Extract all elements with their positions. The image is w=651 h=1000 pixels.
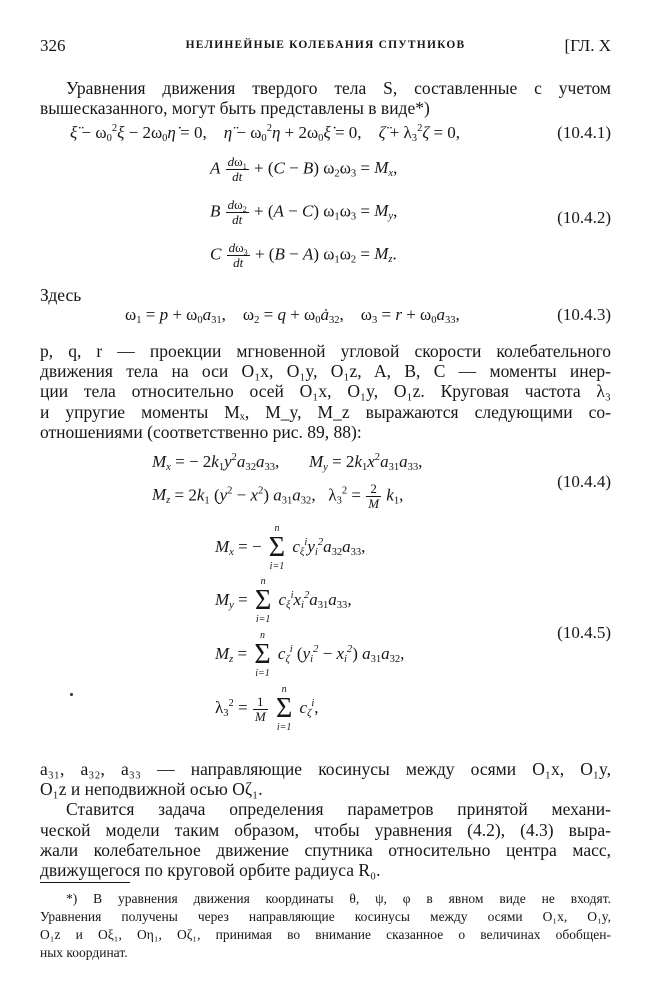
equation-10-4-5-row-1: $M_x$ = − n Σ i=1 $c_\xi^iy_i^2a_{32}a_{33}$, [215, 523, 366, 572]
footnote-line-3: O₁z и Oξ₁, Oη₁, Oζ₁, принимая во внимание сказанное о величинах обобщен- [40, 927, 611, 942]
projections-line-5: отношениями (соответственно рис. 89, 88): [40, 422, 362, 442]
equation-number-10-4-5: (10.4.5) [557, 623, 611, 642]
equation-10-4-5-row-2: $M_y$ = n Σ i=1 $c_\xi^ix_i^2a_{31}a_{33}$, [215, 576, 352, 625]
equation-10-4-2-row-1: A $\frac{d\omega_1}{dt}$ + (C − B) $\omega_2\omega_3 = M_x$, [210, 154, 398, 184]
projections-line-1: p, q, r — проекции мгновенной угловой скорости колебательного [40, 341, 611, 361]
cosines-line-2: O₁z и неподвижной осью Oζ₁. [40, 779, 263, 799]
intro-line-1: Уравнения движения твердого тела S, составленные с учетом [66, 78, 611, 98]
footnote-line-2: Уравнения получены через направляющие косинусы между осями O₁x, O₁y, [40, 909, 611, 924]
projections-line-4: и упругие моменты Mₓ, M_y, M_z выражаются следующими со- [40, 402, 611, 422]
equation-10-4-5-row-4: $\lambda_3^2$ = $\frac{1}{M}$ n Σ i=1 $c_\zeta^i$, [215, 684, 319, 733]
equation-10-4-5-row-3: $M_z$ = n Σ i=1 $c_\zeta^i$ $(y_i^2 - x_i^2)$ $a_{31}a_{32}$, [215, 630, 405, 679]
equation-10-4-2-row-3: C $\frac{d\omega_3}{dt}$ + (B − A) $\omega_1\omega_2 = M_z$. [210, 240, 397, 270]
task-line-4: движущегося по круговой орбите радиуса R₀. [40, 860, 381, 880]
running-title: НЕЛИНЕЙНЫЕ КОЛЕБАНИЯ СПУТНИКОВ [185, 39, 466, 51]
projections-line-2: движения тела на оси O₁x, O₁y, O₁z, A, B, C — моменты инер- [40, 361, 611, 381]
equation-10-4-2-row-2: B $\frac{d\omega_2}{dt}$ + (A − C) $\omega_1\omega_3 = M_y$, [210, 197, 398, 227]
running-header [40, 36, 611, 60]
footnote-rule [40, 882, 130, 883]
equation-10-4-4-row-1: $M_x$ = − $2k_1y^2a_{32}a_{33}$, $M_y = 2k_1x^2a_{31}a_{33}$, [152, 452, 423, 473]
equation-10-4-3: $\omega_1 = p + \omega_0a_{31}$, $\omega_2 = q$ + $\omega_0ȧ_{32}$, $\omega_3 = r + \omega_0a_{33}$, [125, 305, 460, 326]
equation-number-10-4-1: (10.4.1) [557, 123, 611, 142]
print-speck [70, 693, 73, 696]
footnote-line-1: *) В уравнения движения координаты θ, ψ, φ в явном виде не входят. [66, 891, 611, 906]
page-number: 326 [40, 36, 66, 55]
word-here: Здесь [40, 285, 82, 305]
equation-number-10-4-3: (10.4.3) [557, 305, 611, 324]
equation-10-4-4-row-2: $M_z = 2k_1$ $(y^2 - x^2)$ $a_{31}a_{32}$, $\lambda_3^2$ = $\frac{2}{M}$ $k_1$, [152, 481, 404, 511]
equation-number-10-4-4: (10.4.4) [557, 472, 611, 491]
projections-line-3: ции тела относительно осей O₁x, O₁y, O₁z. Круговая частота λ₃ [40, 381, 611, 401]
footnote-line-4: ных координат. [40, 945, 128, 960]
equation-10-4-1: ξ̈ − $\omega_0^2\xi$ − $2\omega_0\etȧ = 0$, η̈ − $\omega_0^2\eta$ + $2\omega_0\xi̇ = 0$, ζ̈ + $\lambda_3^2\zeta = 0$, [70, 123, 461, 144]
task-line-2: ческой модели таким образом, чтобы уравнения (4.2), (4.3) выра- [40, 820, 611, 840]
chapter-marker: [ГЛ. X [564, 36, 611, 55]
intro-line-2: вышесказанного, могут быть представлены в виде*) [40, 98, 430, 118]
task-line-1: Ставится задача определения параметров принятой механи- [66, 799, 611, 819]
task-line-3: жали колебательное движение спутника относительно центра масс, [40, 840, 611, 860]
cosines-line-1: a₃₁, a₃₂, a₃₃ — направляющие косинусы между осями O₁x, O₁y, [40, 759, 611, 779]
equation-number-10-4-2: (10.4.2) [557, 208, 611, 227]
